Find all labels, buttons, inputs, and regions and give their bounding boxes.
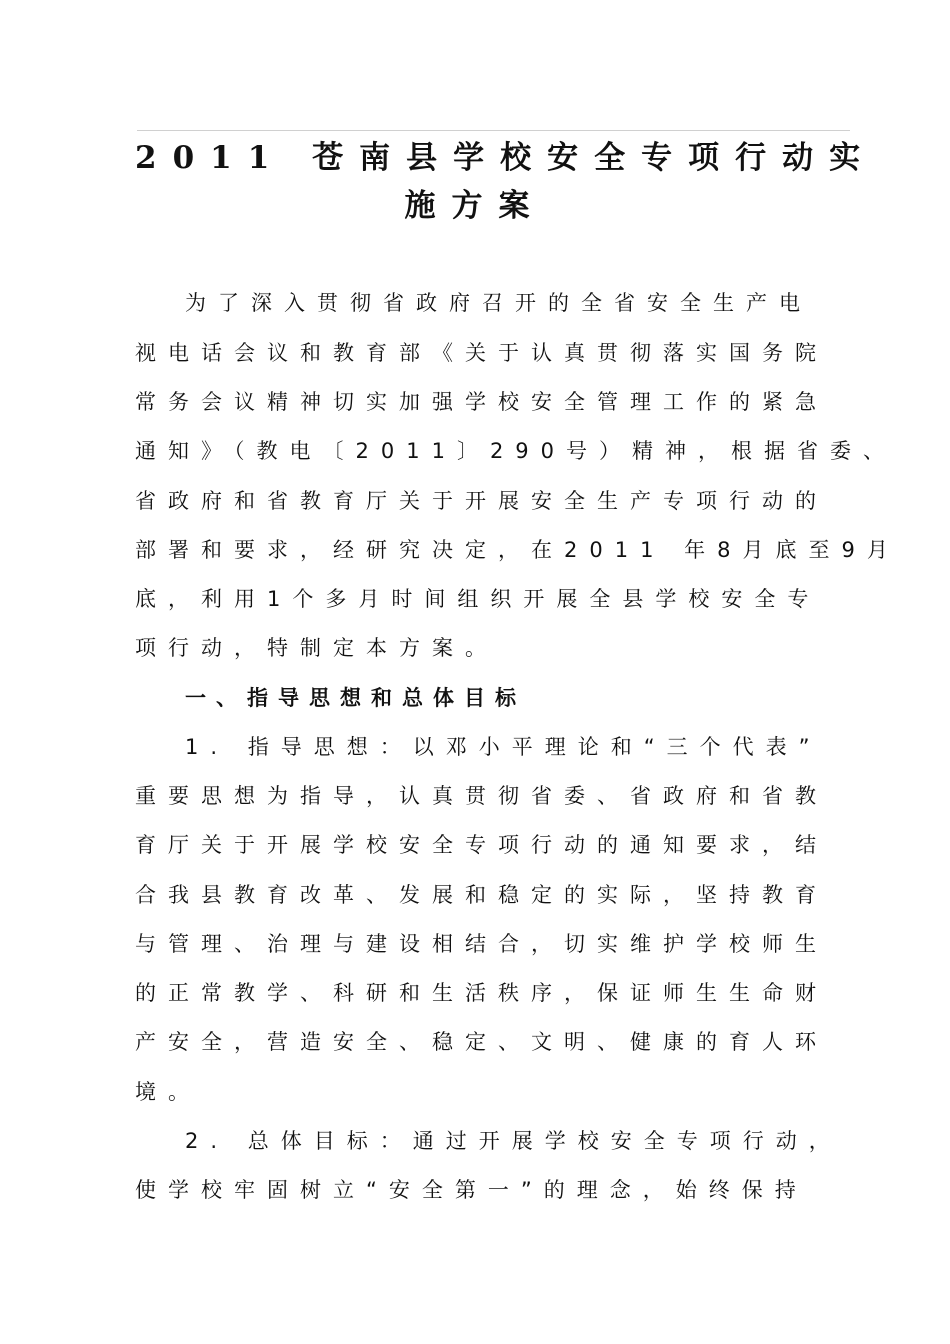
body-line: 育厅关于开展学校安全专项行动的通知要求，结 (135, 833, 828, 857)
body-line: 为了深入贯彻省政府召开的全省安全生产电 (185, 291, 812, 315)
document-title-line-1: 2011 苍南县学校安全专项行动实 (135, 140, 877, 176)
body-line: 产安全，营造安全、稳定、文明、健康的育人环 (135, 1030, 828, 1054)
body-line: 部署和要求，经研究决定，在2011 年8月底至9月 (135, 538, 900, 562)
body-line: 的正常教学、科研和生活秩序，保证师生生命财 (135, 981, 828, 1005)
body-line: 省政府和省教育厅关于开展安全生产专项行动的 (135, 489, 828, 513)
body-line: 底，利用1个多月时间组织开展全县学校安全专 (135, 587, 821, 611)
top-rule (137, 130, 850, 131)
body-line: 使学校牢固树立“安全第一”的理念，始终保持 (135, 1178, 808, 1202)
body-line: 与管理、治理与建设相结合，切实维护学校师生 (135, 932, 828, 956)
body-line: 视电话会议和教育部《关于认真贯彻落实国务院 (135, 341, 828, 365)
body-line: 合我县教育改革、发展和稳定的实际，坚持教育 (135, 883, 828, 907)
section-heading: 一、指导思想和总体目标 (185, 686, 526, 710)
body-line: 1. 指导思想：以邓小平理论和“三个代表” (185, 735, 822, 759)
body-line: 常务会议精神切实加强学校安全管理工作的紧急 (135, 390, 828, 414)
body-line: 境。 (135, 1080, 201, 1104)
body-line: 2. 总体目标：通过开展学校安全专项行动， (185, 1129, 842, 1153)
document-title-line-2: 施方案 (404, 188, 546, 224)
body-line: 通知》（教电〔2011〕290号）精神，根据省委、 (135, 439, 897, 463)
body-line: 重要思想为指导，认真贯彻省委、省政府和省教 (135, 784, 828, 808)
body-line: 项行动，特制定本方案。 (135, 636, 498, 660)
